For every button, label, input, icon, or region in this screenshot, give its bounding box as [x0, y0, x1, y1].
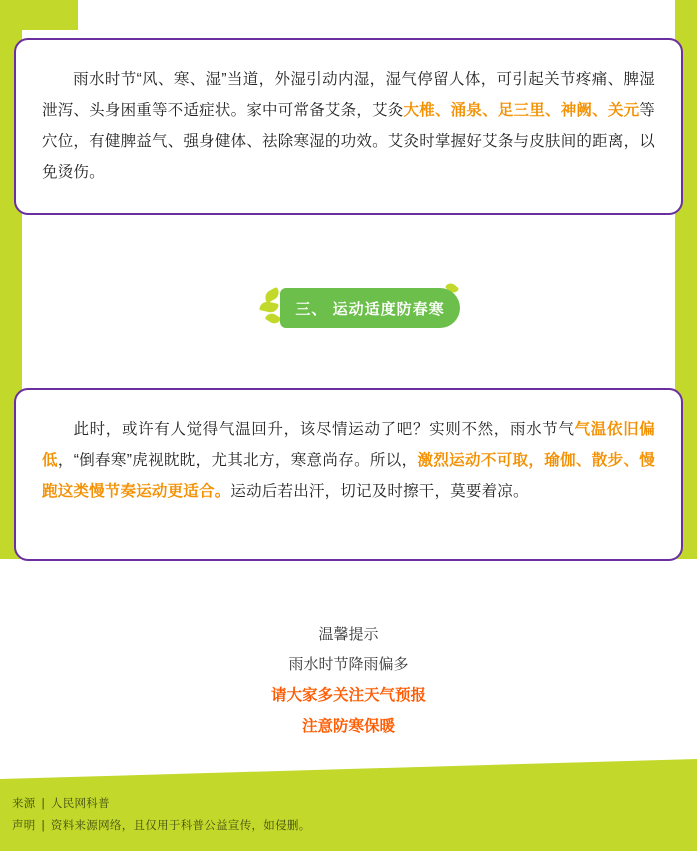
card-one-text-1: 雨水时节“风、寒、湿”当道，外湿引动内湿，湿气停留人体，可引起关节疼痛、脾湿泄泻、头身困重等不适症状。家中可常备艾条，艾灸	[42, 71, 655, 119]
tips-line-1: 雨水时节降雨偏多	[288, 656, 409, 673]
card-two-highlight-temperature: 气温依旧偏低	[42, 421, 655, 469]
card-one-body	[16, 40, 681, 188]
footer-disclaimer-row	[12, 815, 697, 837]
leaf-icon	[265, 311, 282, 326]
tips-emphasis-1: 请大家多关注天气预报	[270, 687, 426, 704]
footer-bar	[0, 779, 697, 851]
footer-separator: |	[41, 820, 45, 832]
card-two-highlight-exercise: 激烈运动不可取，瑜伽、散步、慢跑这类慢节奏运动更适合。	[42, 452, 656, 500]
footer-disclaimer-label: 声明	[12, 820, 36, 832]
footer-source-value: 人民网科普	[50, 798, 110, 810]
card-two-body	[16, 390, 681, 507]
card-one-text-2: 等穴位，有健脾益气、强身健体、祛除寒湿的功效。艾灸时掌握好艾条与皮肤间的距离，以免烫伤。	[42, 102, 655, 181]
section-banner-label: 三、 运动适度防春寒	[295, 300, 445, 318]
tips-emphasis-2: 注意防寒保暖	[301, 718, 395, 735]
decor-band-top-left	[0, 0, 78, 30]
section-banner-box	[280, 288, 460, 328]
card-two-text-3: 运动后若出汗，切记及时擦干，莫要着凉。	[230, 483, 529, 500]
content-card-moxibustion	[14, 38, 683, 215]
leaf-icon	[259, 300, 279, 314]
section-heading-banner	[260, 288, 460, 328]
content-card-exercise	[14, 388, 683, 561]
footer-source-row	[12, 793, 697, 815]
card-one-highlight-acupoints: 大椎、涌泉、足三里、神阙、关元	[403, 102, 640, 119]
tips-title: 温馨提示	[318, 626, 379, 643]
footer-separator: |	[41, 798, 45, 810]
card-two-text-2: ，“倒春寒”虎视眈眈，尤其北方，寒意尚存。所以，	[57, 452, 418, 469]
tips-block	[0, 620, 697, 742]
footer-source-label: 来源	[12, 798, 36, 810]
footer-disclaimer-value: 资料来源网络，且仅用于科普公益宣传，如侵删。	[50, 820, 311, 832]
card-two-text-1: 此时，或许有人觉得气温回升，该尽情运动了吧？实则不然，雨水节气	[73, 421, 575, 438]
